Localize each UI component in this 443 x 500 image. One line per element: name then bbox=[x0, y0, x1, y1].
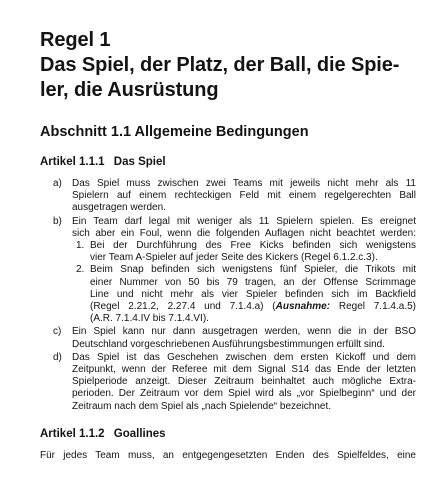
text-fragment: Regel 7.1.4.a.5) bbox=[330, 301, 416, 313]
text-line: Spielperiode anzeigt. Dieser Zeitraum beinhaltet auch mögliche Extra- bbox=[72, 376, 416, 388]
list-item bbox=[40, 216, 416, 326]
text-line: Beim Snap befinden sich wenigstens fünf Spieler, die Trikots mit bbox=[90, 264, 416, 276]
list-marker: b) bbox=[53, 215, 62, 227]
article-title: Goallines bbox=[113, 427, 166, 440]
exception-label: Ausnahme: bbox=[275, 301, 331, 313]
article-title: Das Spiel bbox=[113, 156, 166, 168]
section-title: Abschnitt 1.1 Allgemeine Bedingungen bbox=[40, 124, 309, 140]
text-line bbox=[90, 301, 416, 313]
chapter-title-line: Das Spiel, der Platz, der Ball, die Spie- bbox=[40, 54, 400, 76]
text-fragment: (Regel 2.21.2, 2.27.4 und 7.1.4.a) ( bbox=[90, 301, 276, 313]
text-line: sich aber ein Foul, wenn die folgenden Auflagen nicht beachtet werden: bbox=[72, 227, 416, 239]
chapter-title-line: Regel 1 bbox=[40, 29, 111, 51]
sub-list-item bbox=[72, 264, 416, 325]
sub-list-marker: 2. bbox=[76, 264, 85, 276]
article-items bbox=[40, 178, 416, 413]
text-line: Das Spiel muss zwischen zwei Teams mit jeweils nicht mehr als 11 bbox=[72, 178, 416, 189]
sub-list-item bbox=[72, 240, 416, 264]
sub-list-marker: 1. bbox=[76, 240, 85, 252]
list-marker: a) bbox=[53, 178, 62, 189]
text-line: Deutschland vorgeschriebenen Ausführungsbestimmungen erfüllt sind. bbox=[72, 338, 385, 350]
list-marker: c) bbox=[53, 326, 62, 338]
chapter-title-line: ler, die Ausrüstung bbox=[40, 79, 219, 101]
text-line: einer Nummer von 50 bis 79 tragen, an der Offense Scrimmage bbox=[90, 276, 416, 288]
list-item bbox=[40, 178, 416, 215]
text-line: Für jedes Team muss, an entgegengesetzten Enden des Spielfeldes, eine bbox=[40, 449, 416, 461]
text-line: (A.R. 7.1.4.IV bis 7.1.4.VI). bbox=[90, 313, 209, 325]
text-line: Line und nicht mehr als vier Spieler befinden sich im Backfield bbox=[90, 288, 416, 300]
article-heading bbox=[40, 155, 416, 169]
article-number: Artikel 1.1.1 bbox=[40, 156, 105, 168]
text-line: perioden. Der Zeitraum vor dem Spiel wird als „vor Spielbeginn“ und der bbox=[72, 388, 416, 400]
rulebook-page bbox=[40, 28, 416, 462]
text-line: Bei der Durchführung des Free Kicks befinden sich wenigstens bbox=[90, 240, 416, 252]
text-line: Ein Spiel kann nur dann ausgetragen werden, wenn die in der BSO bbox=[72, 326, 416, 338]
text-line: Spielern auf einem rechteckigen Feld mit einem regelgerechten Ball bbox=[72, 190, 416, 202]
text-line: Ein Team darf legal mit weniger als 11 Spielern spielen. Es ereignet bbox=[72, 215, 416, 227]
article-text bbox=[40, 450, 416, 462]
article-number: Artikel 1.1.2 bbox=[40, 427, 105, 440]
text-line: Das Spiel ist das Geschehen zwischen dem ersten Kickoff und dem bbox=[72, 351, 416, 363]
list-marker: d) bbox=[53, 351, 62, 363]
sub-list bbox=[72, 240, 416, 325]
text-line: Zeitraum nach dem Spiel als „nach Spielende“ bezeichnet. bbox=[72, 400, 332, 412]
text-line: vier Team A-Spieler auf jeder Seite des Kickers (Regel 6.1.2.c.3). bbox=[90, 252, 378, 264]
chapter-title bbox=[40, 28, 416, 103]
text-line: ausgetragen werden. bbox=[72, 202, 166, 214]
list-item bbox=[40, 326, 416, 350]
text-line: Zeitpunkt, wenn der Referee mit dem Signal S14 das Ende der letzten bbox=[72, 364, 416, 376]
list-item bbox=[40, 352, 416, 413]
article-heading bbox=[40, 427, 416, 441]
